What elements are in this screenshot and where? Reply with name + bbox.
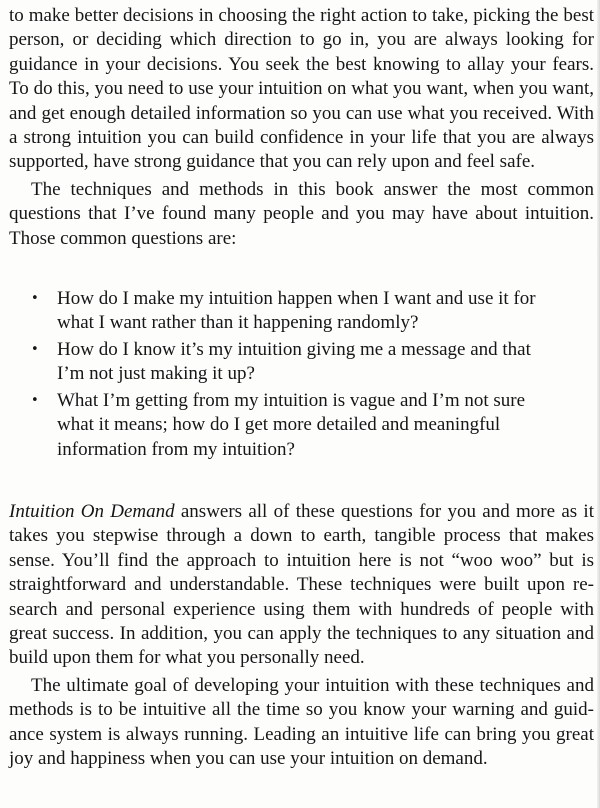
paragraph-book-answers <box>9 500 594 671</box>
list-item <box>31 287 594 336</box>
question-text: How do I know it’s my intuition giving me a message and that I’m not just making it up? <box>57 338 531 385</box>
bullet-icon: • <box>31 341 39 357</box>
question-text: What I’m getting from my intuition is vague and I’m not sure what it means; how do I get more detailed and meaningful information from my intuition? <box>57 389 526 460</box>
bullet-icon: • <box>31 291 39 307</box>
common-questions-list <box>9 287 594 462</box>
paragraph-continuation: to make better decisions in choosing the right action to take, picking the best person, or deciding which direction to go in, you are always looking for guidance in your decisions. You seek the best knowing to allay your fears. To do this, you need to use your intuition on what you want, when you want, and get enough detailed information so you can use what you received. With a strong intuition you can build confidence in your life that you are always supported, have strong guidance that you can rely upon and feel safe. <box>9 5 594 173</box>
question-text: How do I make my intuition happen when I want and use it for what I want rather than it happening randomly? <box>57 288 536 334</box>
list-item <box>31 338 594 387</box>
book-title: Intuition On Demand <box>9 500 175 522</box>
list-item <box>31 389 594 462</box>
paragraph-ultimate-goal: The ultimate goal of developing your intuition with these techniques and methods is to be intuitive all the time so you know your warning and guidance system is always running. Leading an intuitive life can bring you great joy and happiness when you can use your intuition on demand. <box>9 674 594 769</box>
bullet-icon: • <box>31 392 39 408</box>
paragraph-techniques-intro: The techniques and methods in this book answer the most common questions that I’ve found many people and you may have about intuition. Those common questions are: <box>9 178 594 249</box>
paragraph-body: answers all of these questions for you and more as it takes you stepwise through a down to earth, tangible process that makes sense. You’ll find the approach to intuition here is not “woo woo” but is straightforward and understandable. These techniques were built upon research and personal experience using them with hundreds of people with great success. In addition, you can apply the techniques to any situation and build upon them for what you personally need. <box>9 500 594 669</box>
